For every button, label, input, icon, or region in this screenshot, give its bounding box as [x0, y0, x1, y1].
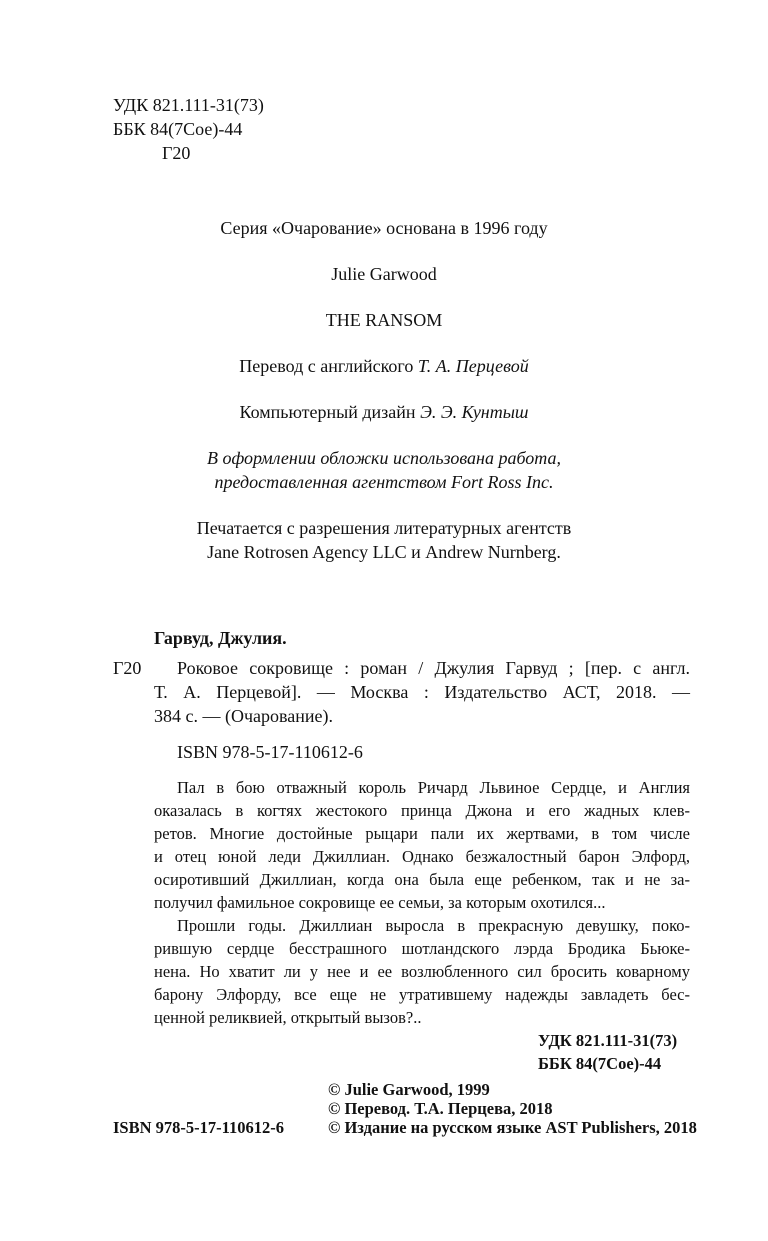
- design-label: Компьютерный дизайн: [239, 402, 416, 422]
- annotation-p1-line4: и отец юной леди Джиллиан. Однако безжалостный барон Элфорд,: [154, 847, 690, 866]
- permission-line2: Jane Rotrosen Agency LLC и Andrew Nurnberg.: [207, 542, 561, 562]
- design-credit: [0, 400, 768, 424]
- permission-line1: Печатается с разрешения литературных агентств: [196, 518, 572, 538]
- series-line: Серия «Очарование» основана в 1996 году: [220, 218, 548, 238]
- translation-credit: [0, 354, 768, 378]
- annotation-p2-line5: ценной реликвией, открытый вызов?..: [154, 1008, 422, 1027]
- catalog-line1: Роковое сокровище : роман / Джулия Гарвуд ; [пер. с англ.: [177, 658, 690, 678]
- copyright-line1: © Julie Garwood, 1999: [328, 1080, 490, 1099]
- annotation-p1-line5: осиротивший Джиллиан, когда она была еще ребенком, так и не за-: [154, 870, 690, 889]
- copyright-line3: © Издание на русском языке AST Publishers, 2018: [328, 1118, 697, 1137]
- author-mark: Г20: [162, 143, 191, 163]
- annotation-p1-line1: Пал в бою отважный король Ричард Львиное Сердце, и Англия: [177, 778, 690, 797]
- catalog-line2: Т. А. Перцевой]. — Москва : Издательство АСТ, 2018. —: [154, 682, 690, 702]
- cover-note-line2: предоставленная агентством Fort Ross Inc.: [214, 472, 554, 492]
- catalog-mark: Г20: [113, 658, 142, 678]
- bottom-isbn: ISBN 978-5-17-110612-6: [113, 1118, 284, 1137]
- annotation-p1-line2: оказалась в когтях жестокого принца Джона и его жадных клев-: [154, 801, 690, 820]
- translation-label: Перевод с английского: [239, 356, 414, 376]
- catalog-author-heading: Гарвуд, Джулия.: [154, 628, 287, 648]
- catalog-line3: 384 с. — (Очарование).: [154, 706, 334, 726]
- bottom-udk-code: УДК 821.111-31(73): [538, 1031, 678, 1050]
- copyright-line2: © Перевод. Т.А. Перцева, 2018: [328, 1099, 553, 1118]
- original-title: THE RANSOM: [325, 310, 443, 330]
- cover-note-line1: В оформлении обложки использована работа,: [206, 448, 561, 468]
- bbk-code: ББК 84(7Сое)-44: [113, 119, 243, 139]
- udk-code: УДК 821.111-31(73): [113, 95, 264, 115]
- annotation-p2-line2: рившую сердце бесстрашного шотландского лэрда Бродика Бьюке-: [154, 939, 690, 958]
- catalog-isbn: ISBN 978-5-17-110612-6: [177, 742, 363, 762]
- annotation-p2-line1: Прошли годы. Джиллиан выросла в прекрасную девушку, поко-: [177, 916, 690, 935]
- translator-name: Т. А. Перцевой: [417, 356, 529, 376]
- annotation-p1-line3: ретов. Многие достойные рыцари пали их жертвами, в том числе: [154, 824, 690, 843]
- annotation-p2-line3: нена. Но хватит ли у нее и ее возлюбленного сил бросить коварному: [154, 962, 690, 981]
- original-author: Julie Garwood: [331, 264, 437, 284]
- designer-name: Э. Э. Кунтыш: [420, 402, 529, 422]
- annotation-p1-line6: получил фамильное сокровище ее семьи, за которым охотился...: [154, 893, 606, 912]
- bottom-bbk-code: ББК 84(7Сое)-44: [538, 1054, 662, 1073]
- annotation-p2-line4: барону Элфорду, все еще не утратившему надежды завладеть бес-: [154, 985, 690, 1004]
